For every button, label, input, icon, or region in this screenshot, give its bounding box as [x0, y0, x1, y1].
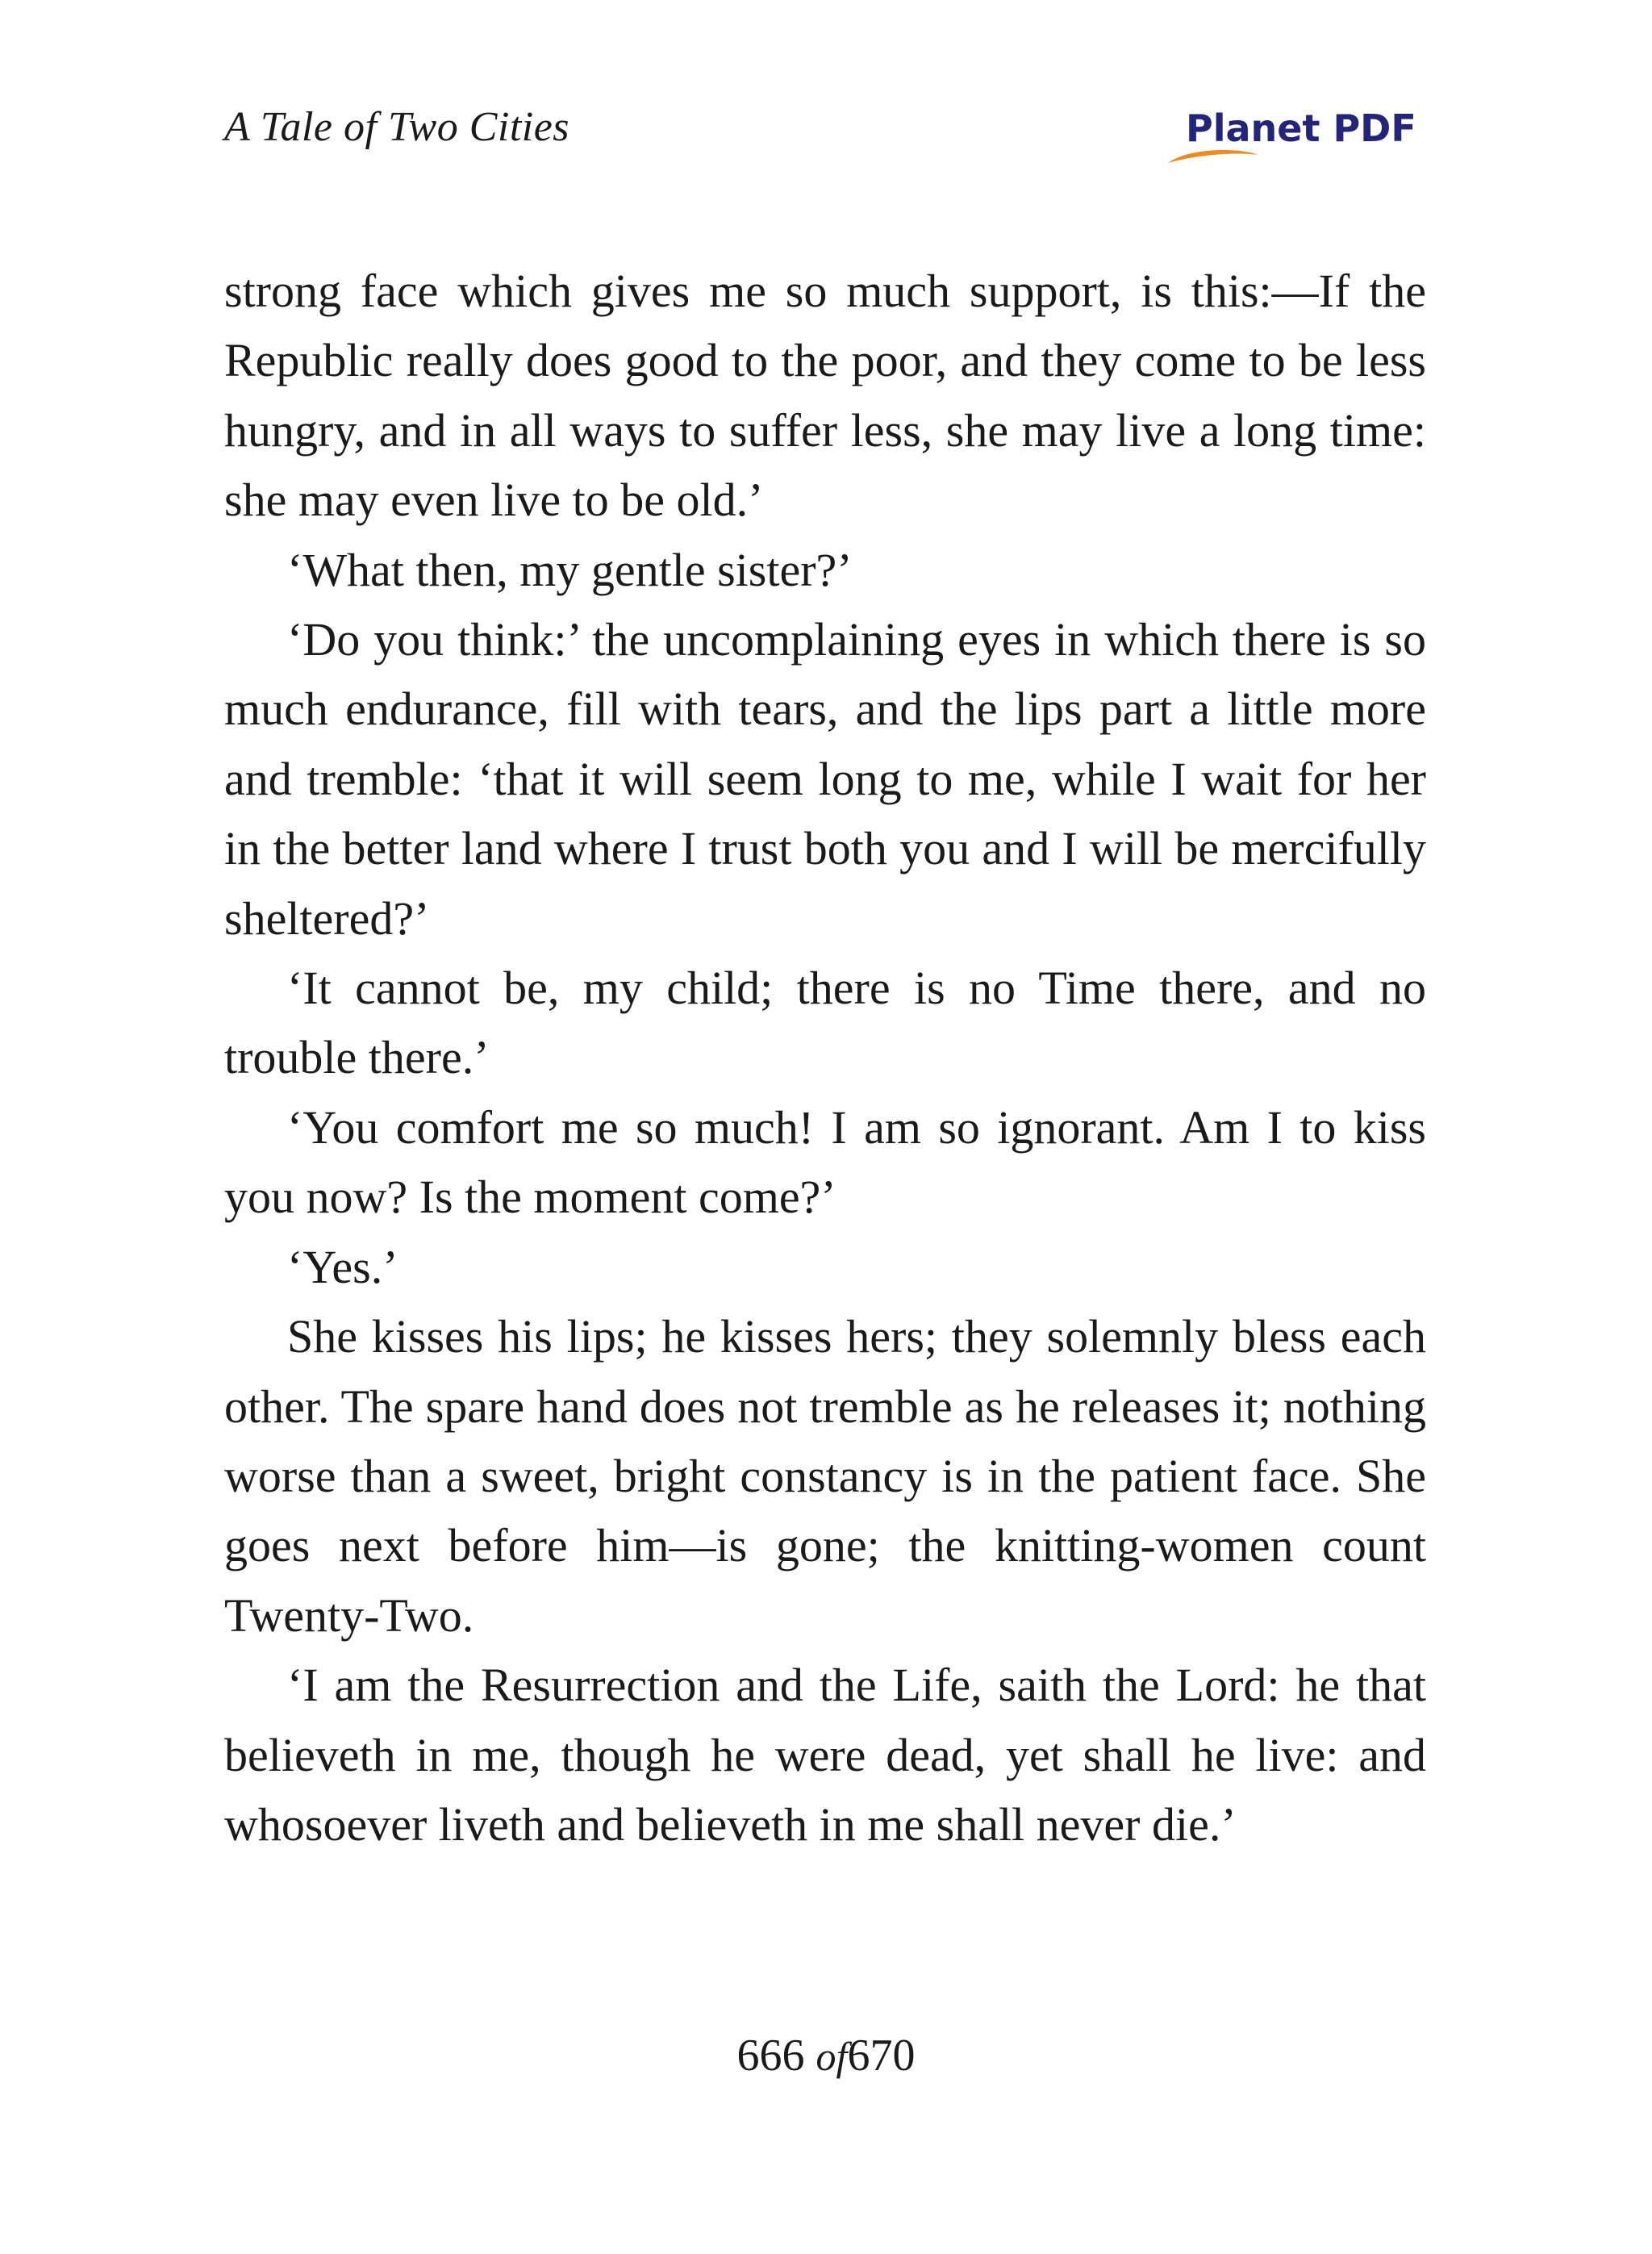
paragraph-2: ‘What then, my gentle sister?’ [287, 543, 853, 596]
paragraph-4: ‘It cannot be, my child; there is no Time there, and no trouble there.’ [224, 962, 1426, 1084]
paragraph-1: strong face which gives me so much support, is this:—If the Republic really does good to the poor, and they come to be less hungry, and in all ways to suffer less, she may live a long time: she may even live to be old.’ [224, 265, 1426, 527]
running-title: A Tale of Two Cities [224, 104, 570, 150]
paragraph-6: ‘Yes.’ [287, 1240, 398, 1293]
page-number [0, 2030, 1652, 2081]
planet-pdf-logo[interactable] [1163, 106, 1421, 171]
body-text [224, 257, 1426, 1860]
paragraph-3: ‘Do you think:’ the uncomplaining eyes in which there is so much endurance, fill with tears, and the lips part a little more and tremble: ‘that it will seem long to me, while I wait for her in the better land where I trust both you and I will be mercifully sheltered?’ [224, 613, 1426, 945]
total-page-count: 670 [847, 2031, 916, 2081]
logo-text: Planet PDF [1186, 106, 1416, 150]
paragraph-5: ‘You comfort me so much! I am so ignorant. Am I to kiss you now? Is the moment come?’ [224, 1100, 1426, 1224]
paragraph-8: ‘I am the Resurrection and the Life, saith the Lord: he that believeth in me, though he were dead, yet shall he live: and whosoever liveth and believeth in me shall never die.’ [224, 1659, 1426, 1851]
page-of-label: of [816, 2034, 848, 2079]
current-page-number: 666 [736, 2031, 805, 2081]
paragraph-7: She kisses his lips; he kisses hers; they solemnly bless each other. The spare hand does not tremble as he releases it; nothing worse than a sweet, bright constancy is in the patient face. She goes next before him—is gone; the knitting-women count Twenty-Two. [224, 1310, 1426, 1642]
